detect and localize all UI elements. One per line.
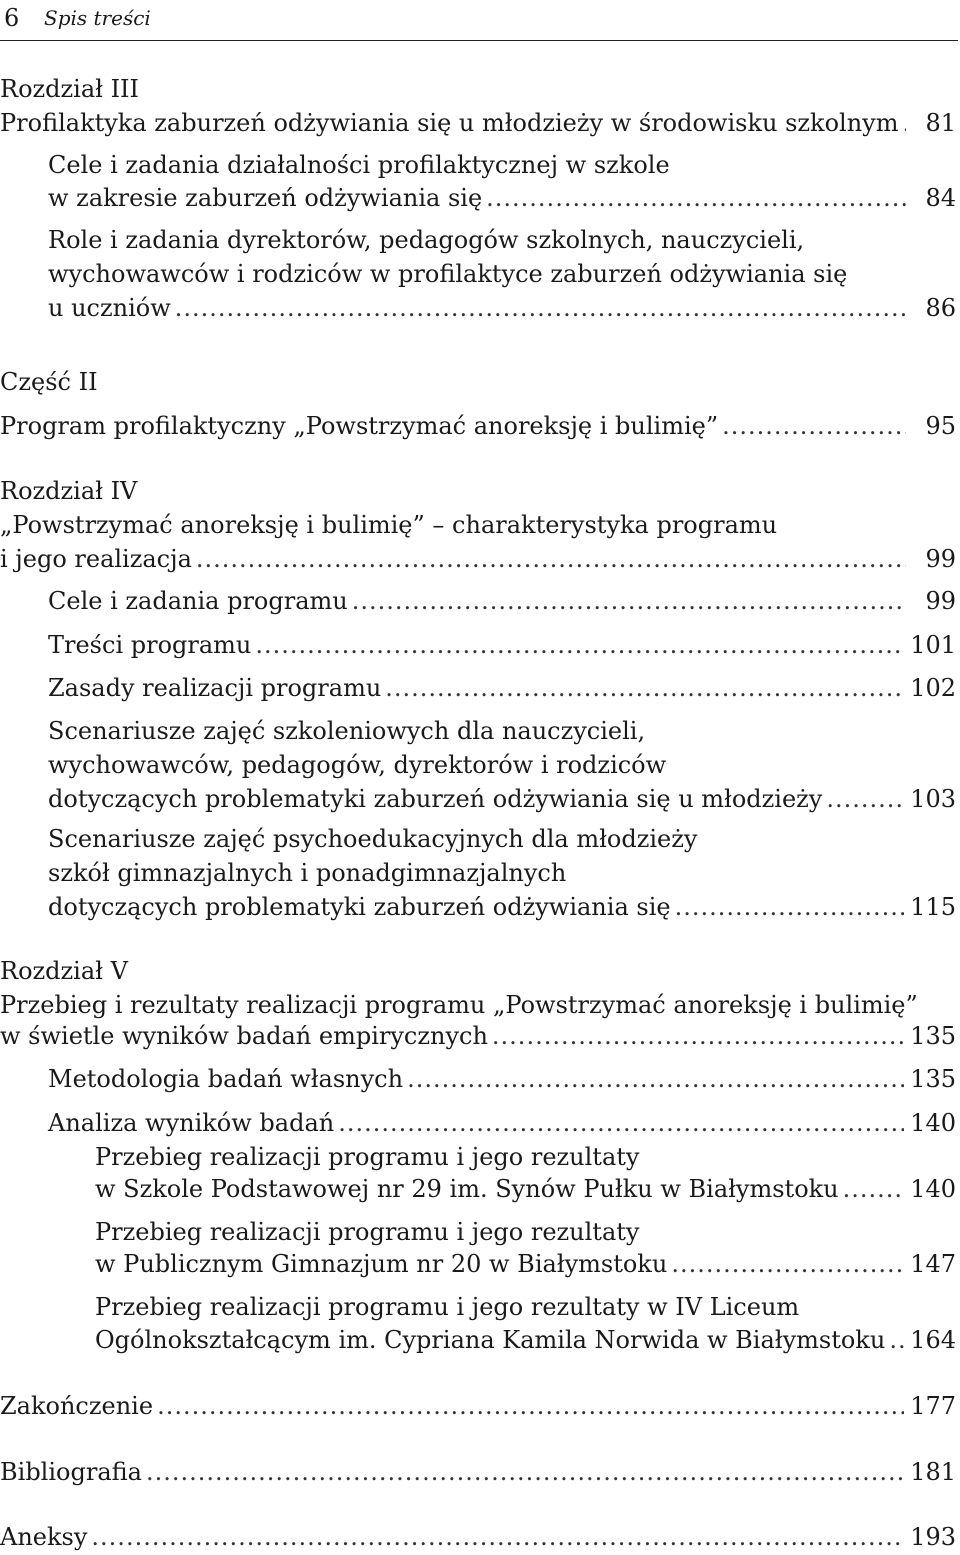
toc-entry-title: Rozdział V — [0, 957, 128, 985]
toc-entry-title: Scenariusze zajęć psychoedukacyjnych dla młodzieży — [48, 825, 698, 853]
toc-entry-line — [0, 1172, 956, 1206]
dot-leader — [385, 671, 904, 705]
dot-leader — [671, 1247, 904, 1281]
dot-leader — [91, 1520, 904, 1554]
toc-page-number: 140 — [910, 1109, 956, 1137]
toc-page-number: 84 — [925, 184, 956, 212]
toc-entry-title: Przebieg i rezultaty realizacji programu „Powstrzymać anoreksję i bulimię” — [0, 991, 918, 1019]
toc-entry-title: Analiza wyników badań — [48, 1109, 335, 1137]
toc-page-number: 135 — [910, 1022, 956, 1050]
toc-entry-title: Rozdział III — [0, 75, 140, 103]
toc-entry-title: w świetle wyników badań empirycznych — [0, 1022, 488, 1050]
toc-entry-line — [0, 748, 956, 782]
toc-entry-title: Przebieg realizacji programu i jego rezultaty — [95, 1218, 640, 1246]
toc-page-number: 103 — [910, 785, 956, 813]
dot-leader — [903, 106, 907, 140]
toc-entry-line — [0, 1140, 956, 1174]
toc-entry-line — [0, 1215, 956, 1249]
toc-page-number: 193 — [910, 1523, 956, 1551]
toc-entry-line — [0, 223, 956, 257]
toc-entry-line — [0, 584, 956, 618]
toc-page-number: 115 — [910, 893, 956, 921]
toc-entry-line — [0, 1019, 956, 1053]
toc-entry-line — [0, 1106, 956, 1140]
dot-leader — [407, 1062, 904, 1096]
page-number: 6 — [4, 4, 20, 32]
toc-entry-line — [0, 1247, 956, 1281]
toc-entry-title: Przebieg realizacji programu i jego rezultaty — [95, 1143, 640, 1171]
page-header — [0, 0, 958, 41]
toc-entry-line — [0, 628, 956, 662]
toc-entry-line — [0, 72, 956, 106]
toc-entry-title: i jego realizacja — [0, 545, 192, 573]
toc-page-number: 147 — [910, 1250, 956, 1278]
toc-entry-title: u uczniów — [48, 294, 171, 322]
dot-leader — [352, 584, 906, 618]
toc-entry-line — [0, 542, 956, 576]
toc-entry-title: wychowawców i rodziców w profilaktyce zaburzeń odżywiania się — [48, 260, 848, 288]
toc-entry-line — [0, 671, 956, 705]
toc-page-number: 164 — [910, 1326, 956, 1354]
toc-entry-title: wychowawców, pedagogów, dyrektorów i rodziców — [48, 751, 667, 779]
dot-leader — [338, 1106, 904, 1140]
toc-page-number: 81 — [925, 109, 956, 137]
toc-page-number: 181 — [910, 1458, 956, 1486]
toc-entry-line — [0, 856, 956, 890]
toc-entry-line — [0, 1062, 956, 1096]
toc-entry-line — [0, 148, 956, 182]
toc-entry-line — [0, 106, 956, 140]
toc-entry-title: Rozdział IV — [0, 477, 138, 505]
toc-entry-title: Zasady realizacji programu — [48, 674, 382, 702]
dot-leader — [175, 291, 906, 325]
toc-page-number: 86 — [925, 294, 956, 322]
toc-entry-line — [0, 714, 956, 748]
dot-leader — [146, 1455, 904, 1489]
toc-entry-line — [0, 1389, 956, 1423]
toc-entry-line — [0, 1323, 956, 1357]
dot-leader — [486, 181, 906, 215]
toc-page-number: 99 — [925, 545, 956, 573]
toc-entry-line — [0, 181, 956, 215]
running-head: Spis treści — [44, 6, 151, 30]
toc-entry-line — [0, 508, 956, 542]
toc-entry-title: Bibliografia — [0, 1458, 142, 1486]
toc-entry-title: Scenariusze zajęć szkoleniowych dla nauczycieli, — [48, 717, 646, 745]
dot-leader — [157, 1389, 904, 1423]
toc-entry-line — [0, 1455, 956, 1489]
dot-leader — [722, 409, 906, 443]
toc-page-number: 177 — [910, 1392, 956, 1420]
toc-page-number: 101 — [910, 631, 956, 659]
dot-leader — [196, 542, 906, 576]
toc-entry-title: Cele i zadania działalności profilaktycznej w szkole — [48, 151, 670, 179]
toc-entry-line — [0, 1520, 956, 1554]
toc-entry-line — [0, 890, 956, 924]
toc-entry-title: dotyczących problematyki zaburzeń odżywiania się u młodzieży — [48, 785, 823, 813]
dot-leader — [826, 782, 904, 816]
dot-leader — [843, 1172, 905, 1206]
toc-entry-title: Aneksy — [0, 1523, 88, 1551]
toc-entry-title: „Powstrzymać anoreksję i bulimię” – charakterystyka programu — [0, 511, 778, 539]
toc-entry-title: Role i zadania dyrektorów, pedagogów szkolnych, nauczycieli, — [48, 226, 805, 254]
toc-entry-title: w Publicznym Gimnazjum nr 20 w Białymstoku — [95, 1250, 668, 1278]
toc-entry-title: Treści programu — [48, 631, 252, 659]
toc-entry-title: Program profilaktyczny „Powstrzymać anoreksję i bulimię” — [0, 412, 719, 440]
toc-entry-title: Ogólnokształcącym im. Cypriana Kamila Norwida w Białymstoku — [95, 1326, 886, 1354]
toc-page-number: 99 — [925, 587, 956, 615]
toc-entry-line — [0, 954, 956, 988]
dot-leader — [889, 1323, 904, 1357]
toc-page-number: 102 — [910, 674, 956, 702]
toc-entry-line — [0, 988, 956, 1022]
toc-entry-line — [0, 365, 956, 399]
dot-leader — [675, 890, 905, 924]
toc-entry-title: Przebieg realizacji programu i jego rezultaty w IV Liceum — [95, 1293, 800, 1321]
toc-entry-line — [0, 409, 956, 443]
toc-entry-line — [0, 822, 956, 856]
toc-entry-line — [0, 1290, 956, 1324]
toc-entry-line — [0, 291, 956, 325]
dot-leader — [255, 628, 904, 662]
toc-entry-title: Profilaktyka zaburzeń odżywiania się u młodzieży w środowisku szkolnym — [0, 109, 899, 137]
dot-leader — [492, 1019, 904, 1053]
toc-entry-title: Metodologia badań własnych — [48, 1065, 404, 1093]
toc-entry-title: szkół gimnazjalnych i ponadgimnazjalnych — [48, 859, 567, 887]
toc-entry-title: w zakresie zaburzeń odżywiania się — [48, 184, 483, 212]
toc-entry-title: Cele i zadania programu — [48, 587, 348, 615]
toc-entry-line — [0, 474, 956, 508]
toc-page-number: 95 — [925, 412, 956, 440]
toc-entry-title: Część II — [0, 368, 98, 396]
toc-page-number: 135 — [910, 1065, 956, 1093]
toc-entry-title: Zakończenie — [0, 1392, 154, 1420]
toc-entry-title: w Szkole Podstawowej nr 29 im. Synów Pułku w Białymstoku — [95, 1175, 839, 1203]
toc-entry-line — [0, 257, 956, 291]
toc-page-number: 140 — [910, 1175, 956, 1203]
toc-entry-line — [0, 782, 956, 816]
toc-entry-title: dotyczących problematyki zaburzeń odżywiania się — [48, 893, 671, 921]
